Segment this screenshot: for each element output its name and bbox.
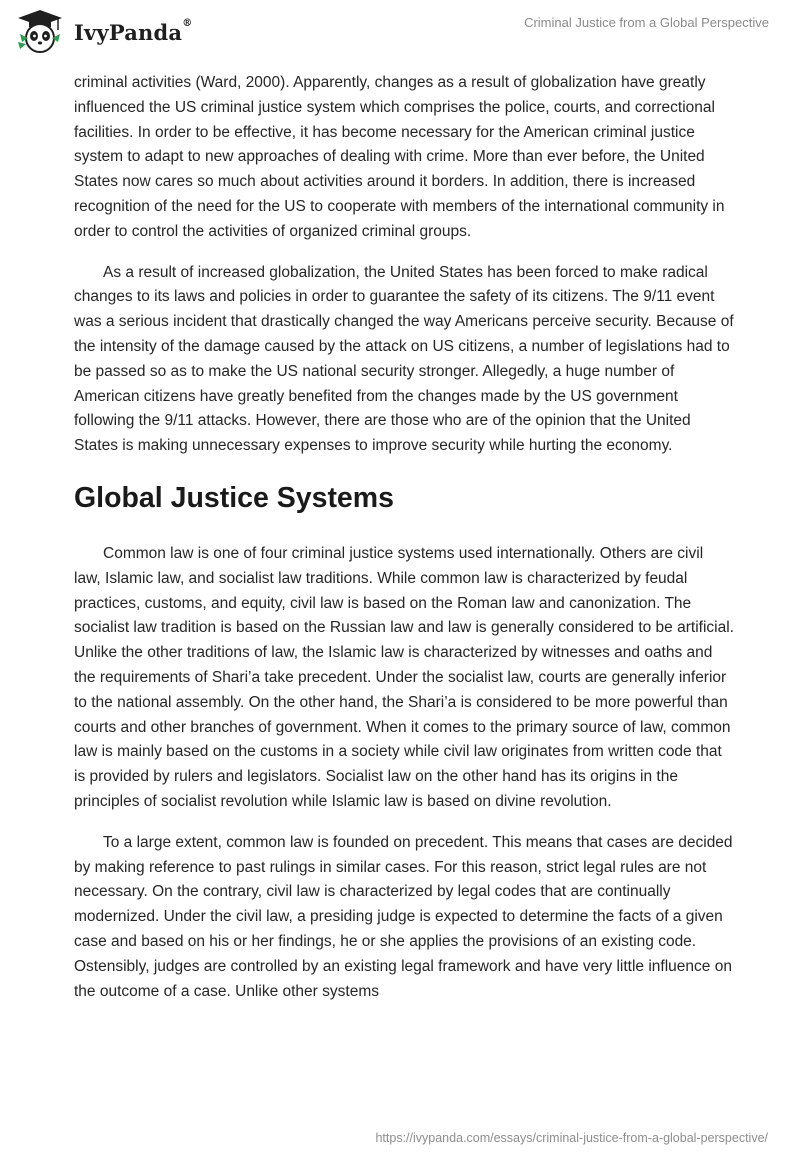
paragraph-intro-2: As a result of increased globalization, the United States has been forced to make radical changes to its laws and policies in order to guarantee the safety of its citizens. The 9/11 event was a serious incident that drastically changed the way Americans perceive security. Because of the intensity of the damage caused by the attack on US citizens, a number of legislations had to be passed so as to make the US national security stronger. Allegedly, a huge number of American citizens have greatly benefited from the changes made by the US government following the 9/11 attacks. However, there are those who are of the opinion that the United States is making unnecessary expenses to improve security while hurting the economy. xyxy=(74,263,734,455)
paragraph-section-2: To a large extent, common law is founded on precedent. This means that cases are decided by making reference to past rulings in similar cases. For this reason, strict legal rules are not necessary. On the contrary, civil law is characterized by legal codes that are continually modernized. Under the civil law, a presiding judge is expected to determine the facts of a given case and based on his or her findings, he or she applies the provisions of an existing code. Ostensibly, judges are controlled by an existing legal framework and have very little influence on the outcome of a case. Unlike other systems xyxy=(74,833,733,1000)
page-header xyxy=(0,0,800,64)
paragraph-intro-1: criminal activities (Ward, 2000). Apparently, changes as a result of globalization have greatly influenced the US criminal justice system which comprises the police, courts, and correctional facilities. In order to be effective, it has become necessary for the American criminal justice system to adapt to new approaches of dealing with crime. More than ever before, the United States now cares so much about activities around it borders. In addition, there is increased recognition of the need for the US to cooperate with members of the international community in order to control the activities of organized criminal groups. xyxy=(74,74,725,240)
panda-graduation-cap-icon xyxy=(14,8,66,56)
brand-name-text: IvyPanda xyxy=(74,19,183,45)
brand-name xyxy=(74,17,193,45)
document-title: Criminal Justice from a Global Perspective xyxy=(524,15,769,30)
footer-source-url[interactable]: https://ivypanda.com/essays/criminal-justice-from-a-global-perspective/ xyxy=(375,1131,768,1145)
section-heading: Global Justice Systems xyxy=(74,481,394,514)
essay-content xyxy=(74,71,734,1020)
registered-mark: ® xyxy=(182,17,193,29)
ivypanda-logo[interactable] xyxy=(14,8,192,56)
paragraph-section-1: Common law is one of four criminal justice systems used internationally. Others are civil law, Islamic law, and socialist law traditions. While common law is characterized by feudal practices, customs, and equity, civil law is based on the Roman law and canonization. The socialist law tradition is based on the Russian law and law is generally considered to be artificial. Unlike the other traditions of law, the Islamic law is characterized by witnesses and oaths and the requirements of Shari’a take precedent. Under the socialist law, courts are generally inferior to the national assembly. On the other hand, the Shari’a is considered to be more powerful than courts and other branches of government. When it comes to the primary source of law, common law is mainly based on the customs in a society while civil law originates from written code that is provided by rulers and legislators. Socialist law on the other hand has its origins in the principles of socialist revolution while Islamic law is based on divine revolution. xyxy=(74,544,734,810)
